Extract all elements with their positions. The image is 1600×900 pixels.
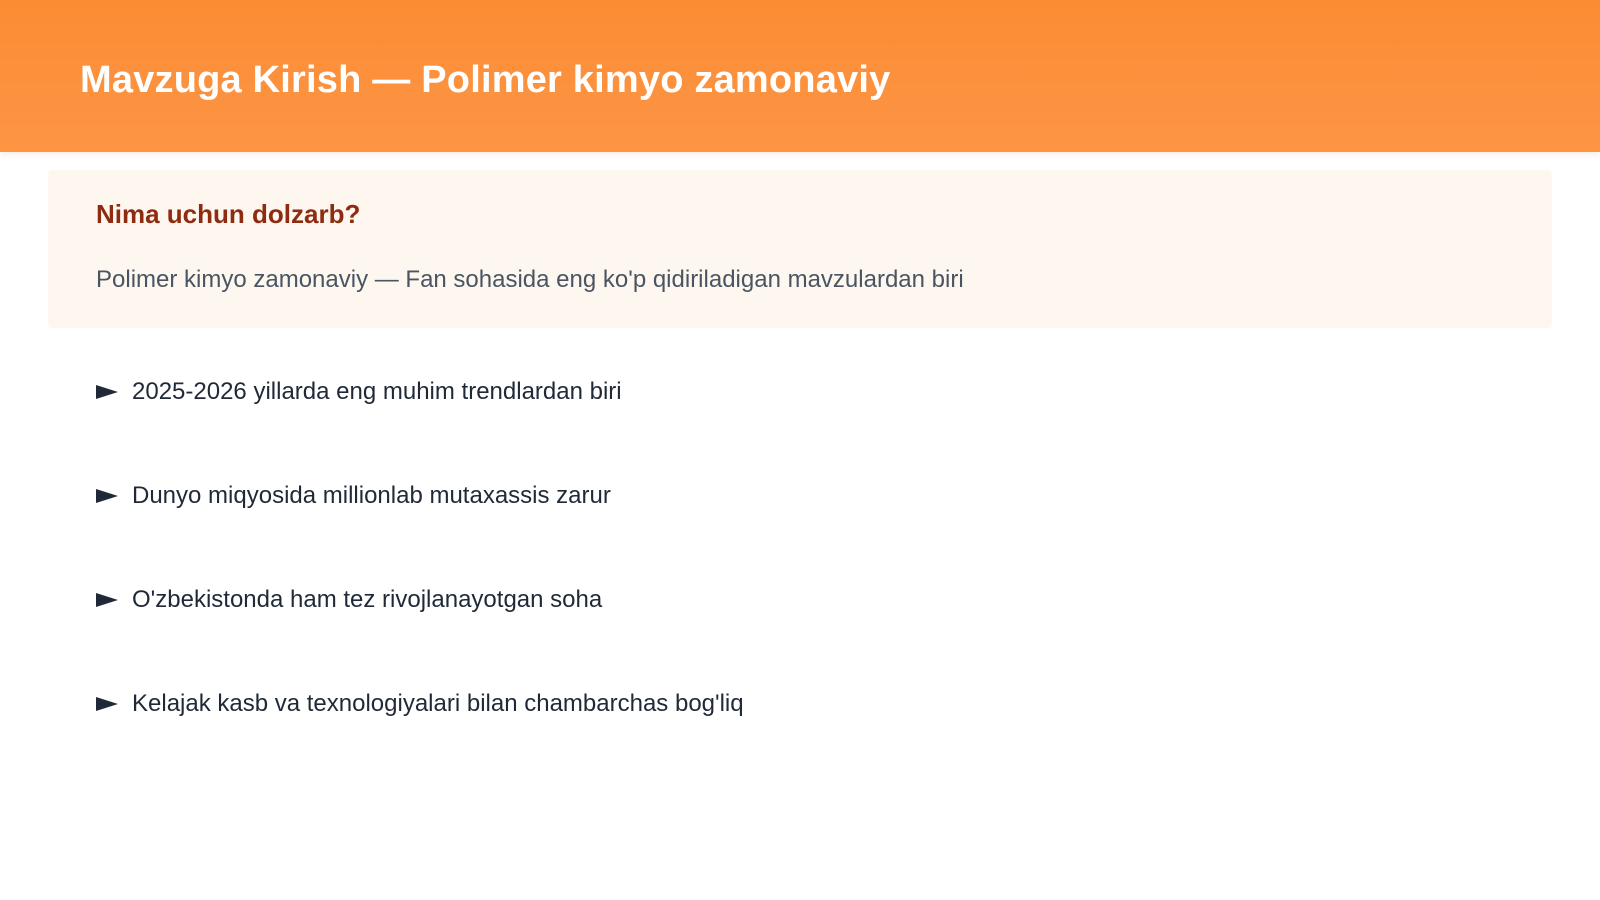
callout-text: Polimer kimyo zamonaviy — Fan sohasida eng ko'p qidiriladigan mavzulardan biri bbox=[96, 266, 964, 293]
triangle-right-icon bbox=[96, 697, 118, 711]
bullet-item bbox=[96, 372, 744, 412]
bullet-list bbox=[96, 372, 744, 788]
bullet-item bbox=[96, 684, 744, 724]
callout-heading: Nima uchun dolzarb? bbox=[96, 199, 361, 229]
triangle-right-icon bbox=[96, 489, 118, 503]
callout-box bbox=[48, 170, 1552, 328]
bullet-text: Kelajak kasb va texnologiyalari bilan chambarchas bog'liq bbox=[132, 690, 744, 717]
bullet-text: 2025-2026 yillarda eng muhim trendlardan biri bbox=[132, 378, 622, 405]
bullet-text: Dunyo miqyosida millionlab mutaxassis zarur bbox=[132, 482, 611, 509]
bullet-item bbox=[96, 476, 744, 516]
header-bar bbox=[0, 0, 1600, 152]
triangle-right-icon bbox=[96, 593, 118, 607]
triangle-right-icon bbox=[96, 385, 118, 399]
slide-title: Mavzuga Kirish — Polimer kimyo zamonaviy bbox=[80, 59, 891, 101]
bullet-item bbox=[96, 580, 744, 620]
bullet-text: O'zbekistonda ham tez rivojlanayotgan soha bbox=[132, 586, 603, 613]
